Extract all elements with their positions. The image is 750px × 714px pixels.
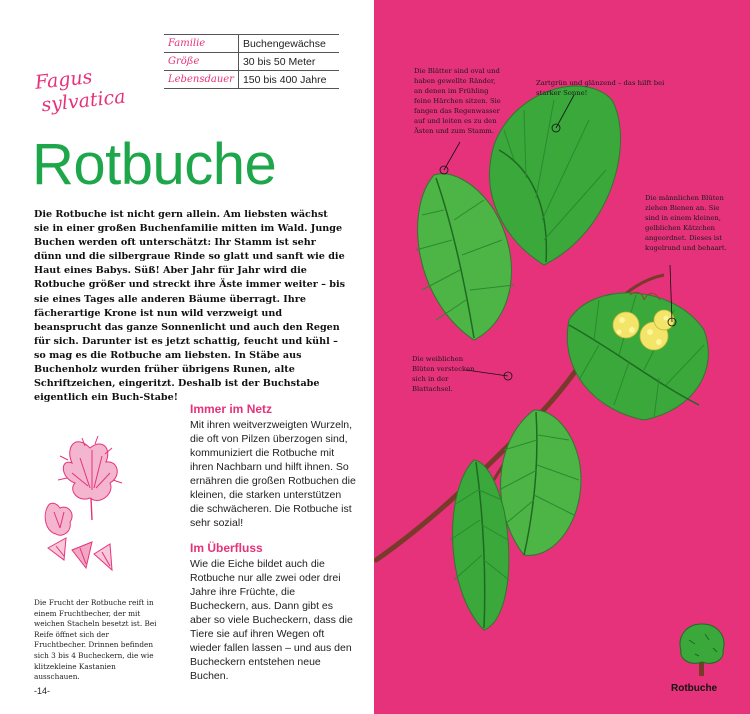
note-female-flowers: Die weiblichen Blüten verstecken sich in der Blattachsel. [412,355,475,393]
note-green: Zartgrün und glänzend – das hilft bei starker Sonne! [536,79,665,97]
main-text: Die Rotbuche ist nicht gern allein. Am liebsten wächst sie in einer großen Buchenfamilie mitten im Wald. Junge Buchen werden oft unterschätzt: Ihr Stamm ist sehr dünn und die silbergraue Rinde so glatt und sanft wie die Haut eines Babys. Süß! Aber Jahr für Jahr wird die Rotbuche größer und streckt ihre Äste immer weiter – bis sie eines Tages alle anderen Bäume überragt. Ihre fächerartige Krone ist nun wild verzweigt und beansprucht das ganze Sonnenlicht und auch den Regen für sich. Darunter ist es jetzt schattig, feucht und kühl – so mag es die Rotbuche am liebsten. In Stäbe aus Buchenholz wurden früher übrigens Runen, alte Schriftzeichen, eingeritzt. Deshalb ist der Buchstabe eigentlich ein Buch-Stabe! [34,209,346,404]
section-body: Mit ihren weitverzweigten Wurzeln, die oft von Pilzen überzogen sind, kommuniziert die Rotbuche mit ihren Nachbarn und hilft ihnen. So ernähren die großen Rotbuchen die kleinen, die starken unterstützen die schwächeren. Die Rotbuche ist sehr sozial! [190,419,356,529]
facts-row-family [164,35,339,53]
latin-species: sylvatica [40,85,127,117]
note-leaves: Die Blätter sind oval und haben gewellte Ränder, an denen im Frühling feine Härchen sitzen. Sie fangen das Regenwasser auf und leiten es zu den Ästen und zum Stamm. [414,67,501,135]
right-page [374,0,750,714]
section-abundance [190,541,356,683]
facts-label: Lebensdauer [164,71,238,89]
latin-name [34,63,128,118]
facts-value: 150 bis 400 Jahre [238,71,339,89]
section-heading: Immer im Netz [190,402,273,416]
tree-label: Rotbuche [671,683,718,694]
facts-table [164,34,339,89]
fruit-caption: Die Frucht der Rotbuche reift in einem Fruchtbecher, der mit weichen Stacheln besetzt ist. Bei Reife öffnet sich der Fruchtbecher. Drinnen befinden sich 3 bis 4 Bucheckern, die wie klitzekleine Kastanien ausschauen. [34,598,157,682]
facts-label: Familie [164,35,238,53]
page-number: -14- [34,686,51,696]
beechnut-illustration [20,428,135,588]
section-body: Wie die Eiche bildet auch die Rotbuche nur alle zwei oder drei Jahre ihre Früchte, die Bucheckern, aus. Dann gibt es aber so viele Bucheckern, dass die Tiere sie auf ihren Wegen oft wieder fallen lassen – und aus den Bucheckern entstehen neue Buchen. [190,558,353,682]
page-title: Rotbuche [32,132,277,197]
latin-genus: Fagus [34,66,94,94]
left-page [0,0,374,714]
facts-row-lifespan [164,71,339,89]
facts-value: Buchengewächse [238,35,339,53]
facts-label: Größe [164,53,238,71]
section-heading: Im Überfluss [190,541,263,555]
note-male-flowers: Die männlichen Blüten ziehen Bienen an. Sie sind in einem kleinen, gelblichen Kätzchen angeordnet. Dieses ist kugelrund und behaart. [645,194,727,252]
facts-value: 30 bis 50 Meter [238,53,339,71]
facts-row-size [164,53,339,71]
section-network [190,402,356,530]
tree-icon [675,620,729,680]
